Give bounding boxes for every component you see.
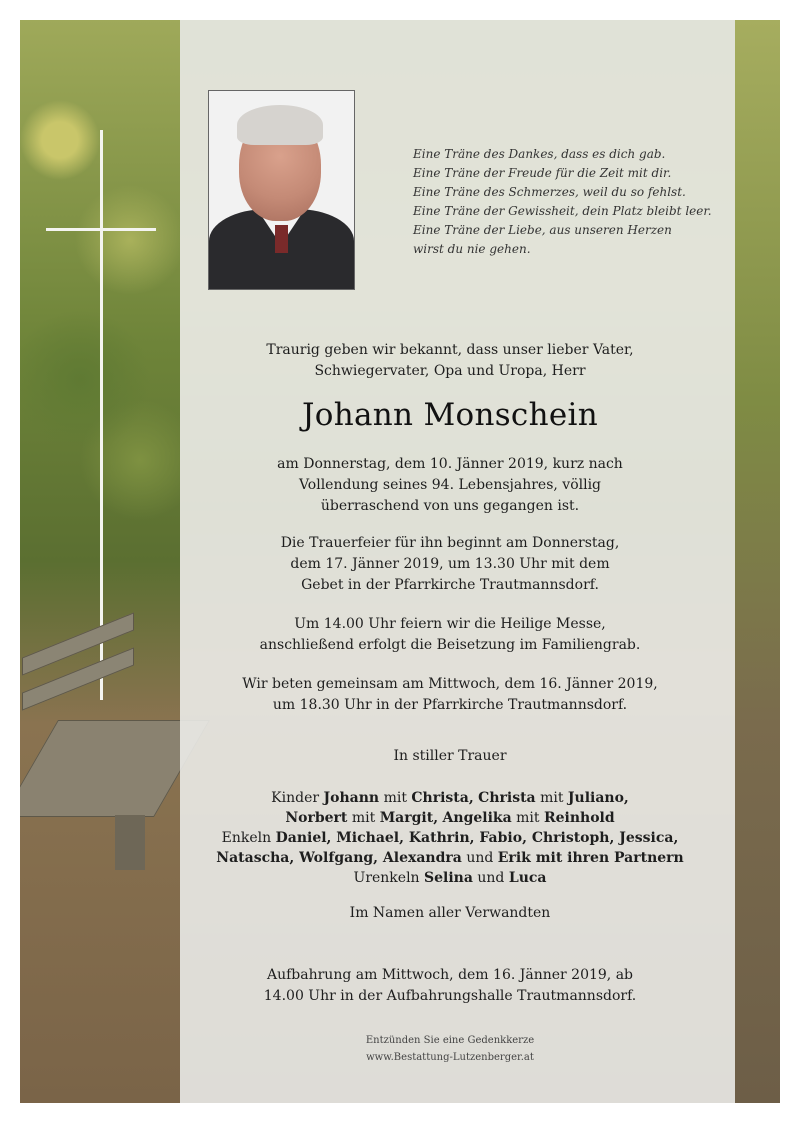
poem-line: Eine Träne der Freude für die Zeit mit dir. [413, 166, 672, 180]
intro-text [200, 340, 700, 382]
family-list [200, 788, 700, 888]
family-member: Erik mit ihren Partnern [497, 850, 684, 866]
poem-line: Eine Träne des Schmerzes, weil du so fehlst. [413, 185, 686, 199]
family-grandchildren-line-1 [200, 828, 700, 848]
viewing-line: Aufbahrung am Mittwoch, dem 16. Jänner 2019, ab [266, 967, 634, 983]
family-member: Selina [424, 870, 473, 886]
poem-line: Eine Träne des Dankes, dass es dich gab. [413, 147, 666, 161]
prayer-line: Wir beten gemeinsam am Mittwoch, dem 16. Jänner 2019, [242, 676, 658, 692]
family-grandchildren-line-2 [200, 848, 700, 868]
family-member: Natascha, Wolfgang, Alexandra [216, 850, 462, 866]
connector: mit [383, 790, 407, 806]
poem-line: Eine Träne der Gewissheit, dein Platz bleibt leer. [413, 204, 712, 218]
poem-line: Eine Träne der Liebe, aus unseren Herzen [413, 223, 672, 237]
prayer-line: um 18.30 Uhr in der Pfarrkirche Trautmannsdorf. [272, 697, 628, 713]
viewing-line: 14.00 Uhr in der Aufbahrungshalle Trautmannsdorf. [263, 988, 637, 1004]
enkeln-label: Enkeln [221, 830, 272, 846]
funeral-line: Gebet in der Pfarrkirche Trautmannsdorf. [301, 577, 599, 593]
family-member: Juliano, [567, 790, 629, 806]
candle-link[interactable]: Entzünden Sie eine Gedenkkerze [365, 1035, 535, 1046]
family-member: Norbert [285, 810, 348, 826]
family-children-line-2 [200, 808, 700, 828]
bench-leg [115, 815, 145, 870]
funeral-line: Die Trauerfeier für ihn beginnt am Donnerstag, [280, 535, 620, 551]
intro-line: Traurig geben wir bekannt, dass unser lieber Vater, [266, 342, 634, 358]
relatives-line: Im Namen aller Verwandten [349, 905, 551, 921]
poem-line: wirst du nie gehen. [413, 242, 531, 256]
family-member: Angelika [442, 810, 512, 826]
family-great-grandchildren [200, 868, 700, 888]
mass-line: Um 14.00 Uhr feiern wir die Heilige Messe, [294, 616, 606, 632]
memorial-poem [413, 145, 713, 259]
in-stiller-trauer: In stiller Trauer [393, 748, 507, 764]
mass-info [200, 614, 700, 656]
intro-line: Schwiegervater, Opa und Uropa, Herr [314, 363, 586, 379]
website-link[interactable]: www.Bestattung-Lutzenberger.at [366, 1052, 534, 1063]
funeral-info [200, 533, 700, 596]
family-member: Luca [508, 870, 547, 886]
connector: und [466, 850, 494, 866]
connector: mit [516, 810, 540, 826]
cross-beam [46, 228, 156, 231]
death-notice-line: Vollendung seines 94. Lebensjahres, völlig [298, 477, 602, 493]
connector: und [477, 870, 505, 886]
death-notice-line: überraschend von uns gegangen ist. [320, 498, 580, 514]
family-member: Christa [478, 790, 536, 806]
cross-icon [100, 130, 103, 700]
portrait-tie [275, 225, 288, 253]
family-member: Christa, [411, 790, 474, 806]
family-member: Daniel, Michael, Kathrin, Fabio, Christoph, Jessica, [275, 830, 679, 846]
kinder-label: Kinder [271, 790, 320, 806]
portrait-photo [208, 90, 355, 290]
family-member: Reinhold [544, 810, 615, 826]
deceased-name: Johann Monschein [302, 397, 598, 433]
funeral-line: dem 17. Jänner 2019, um 13.30 Uhr mit dem [290, 556, 610, 572]
death-notice-line: am Donnerstag, dem 10. Jänner 2019, kurz nach [277, 456, 623, 472]
family-member: Margit, [379, 810, 439, 826]
forest-photo-right [735, 20, 780, 1103]
prayer-info [200, 674, 700, 716]
family-member: Johann [323, 790, 380, 806]
portrait-hair [237, 105, 323, 145]
viewing-info [200, 965, 700, 1007]
mass-line: anschließend erfolgt die Beisetzung im Familiengrab. [259, 637, 641, 653]
urenkeln-label: Urenkeln [353, 870, 420, 886]
connector: mit [540, 790, 564, 806]
family-children-line-1 [200, 788, 700, 808]
death-notice [200, 454, 700, 517]
forest-photo-left [20, 20, 180, 1103]
connector: mit [351, 810, 376, 826]
